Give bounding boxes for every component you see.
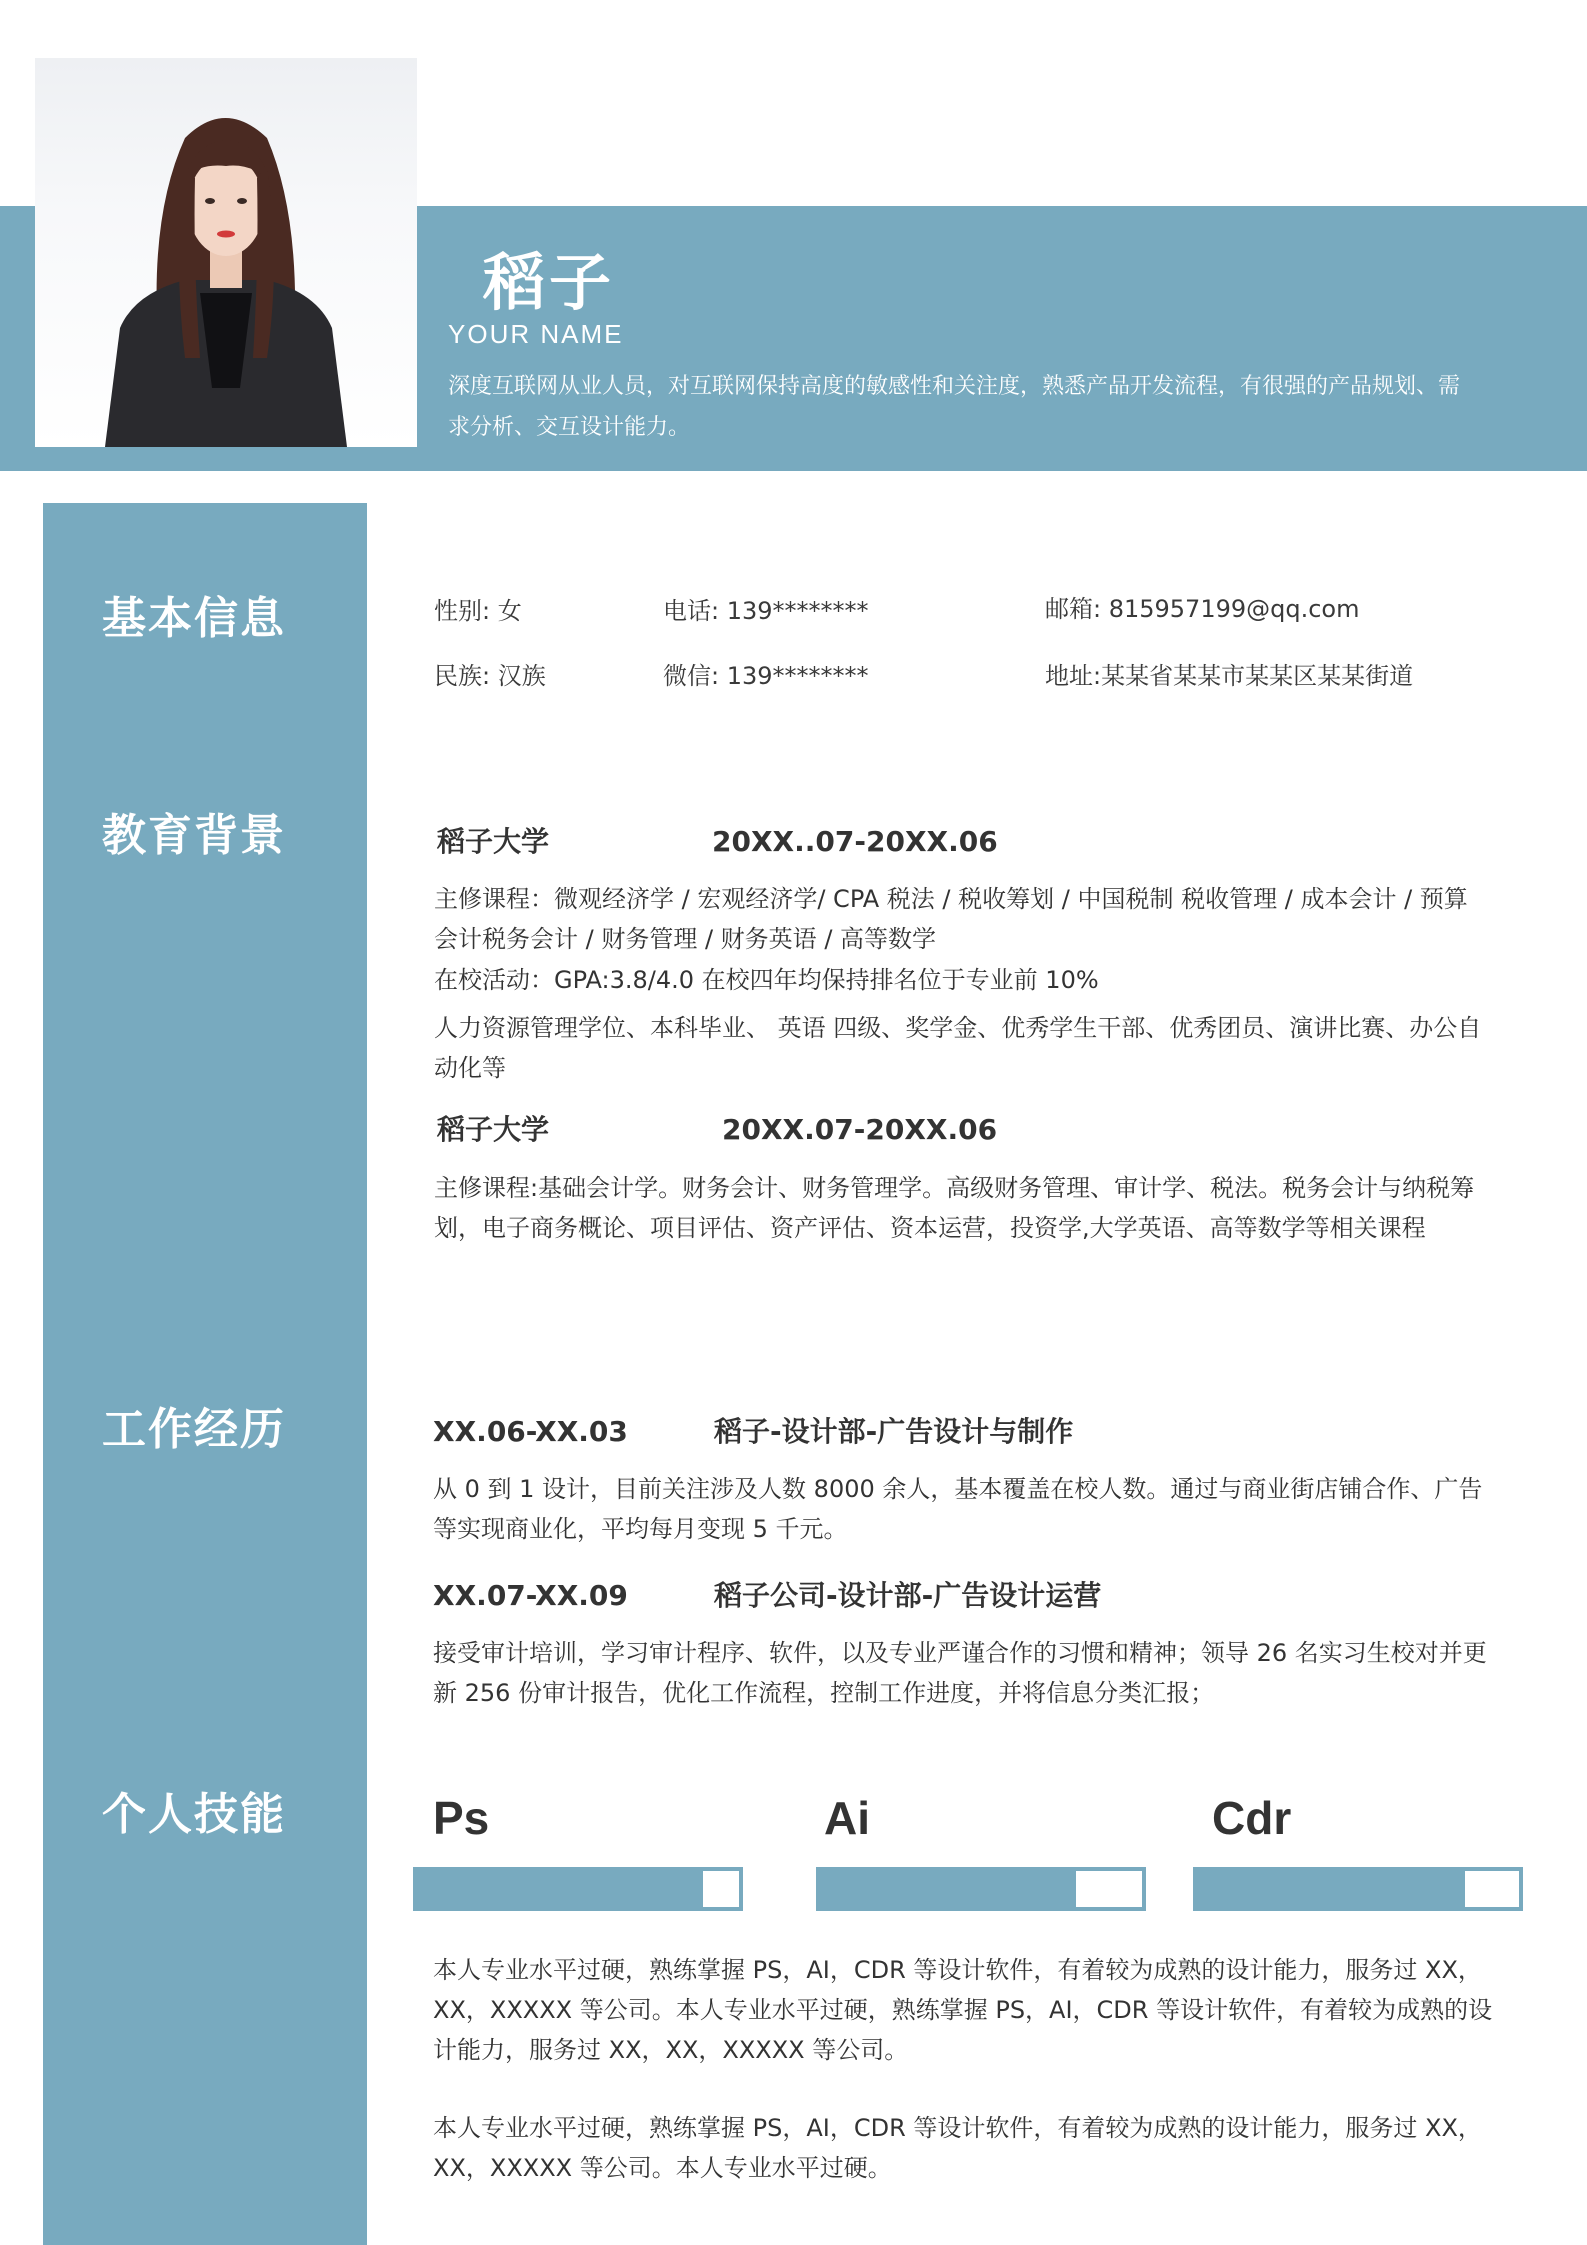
work-desc-2: 接受审计培训，学习审计程序、软件，以及专业严谨合作的习惯和精神；领导 26 名实习生校对并更新 256 份审计报告，优化工作流程，控制工作进度，并将信息分类汇报； — [433, 1639, 1487, 1707]
skill-bar-remaining — [703, 1871, 739, 1907]
work-desc-1: 从 0 到 1 设计，目前关注涉及人数 8000 余人，基本覆盖在校人数。通过与商业街店铺合作、广告等实现商业化，平均每月变现 5 千元。 — [433, 1475, 1483, 1543]
skill-name-ps: Ps — [433, 1792, 490, 1844]
info-ethnicity: 民族: 汉族 — [434, 662, 546, 690]
edu-period-2: 20XX.07-20XX.06 — [722, 1113, 998, 1146]
name-title: 稻子 — [483, 246, 616, 319]
edu-courses-2: 主修课程:基础会计学。财务会计、财务管理学。高级财务管理、审计学、税法。税务会计与纳税筹划，电子商务概论、项目评估、资产评估、资本运营，投资学,大学英语、高等数学等相关课程 — [434, 1174, 1475, 1242]
name-english: YOUR NAME — [448, 319, 624, 349]
skill-bar-ps — [413, 1867, 743, 1911]
work-period-1: XX.06-XX.03 — [433, 1415, 628, 1448]
profile-photo — [35, 58, 417, 447]
work-period-2: XX.07-XX.09 — [433, 1579, 628, 1612]
person-portrait-icon — [35, 58, 417, 447]
edu-activities-1: 在校活动：GPA:3.8/4.0 在校四年均保持排名位于专业前 10% — [434, 966, 1099, 994]
skill-bar-remaining — [1465, 1871, 1519, 1907]
skill-bar-cdr — [1193, 1867, 1523, 1911]
info-address: 地址:某某省某某市某某区某某街道 — [1045, 662, 1414, 690]
edu-school-1: 稻子大学 — [437, 825, 550, 858]
section-title-basic-info: 基本信息 — [102, 593, 286, 644]
work-title-2: 稻子公司-设计部-广告设计运营 — [714, 1579, 1102, 1612]
section-title-skills: 个人技能 — [102, 1789, 286, 1840]
info-wechat: 微信: 139******** — [663, 662, 869, 690]
info-email: 邮箱: 815957199@qq.com — [1045, 595, 1360, 623]
skill-name-cdr: Cdr — [1212, 1792, 1292, 1844]
skill-bar-ai — [816, 1867, 1146, 1911]
work-title-1: 稻子-设计部-广告设计与制作 — [714, 1415, 1074, 1448]
profile-summary: 深度互联网从业人员，对互联网保持高度的敏感性和关注度，熟悉产品开发流程，有很强的产品规划、需求分析、交互设计能力。 — [448, 374, 1461, 440]
edu-period-1: 20XX..07-20XX.06 — [712, 825, 998, 858]
skills-desc-2: 本人专业水平过硬，熟练掌握 PS，AI，CDR 等设计软件，有着较为成熟的设计能力，服务过 XX，XX，XXXXX 等公司。本人专业水平过硬。 — [433, 2114, 1482, 2182]
info-gender: 性别: 女 — [434, 597, 522, 625]
edu-school-2: 稻子大学 — [437, 1113, 550, 1146]
skill-name-ai: Ai — [824, 1792, 870, 1844]
section-title-work: 工作经历 — [102, 1404, 286, 1455]
skill-bar-remaining — [1076, 1871, 1142, 1907]
section-sidebar — [43, 503, 367, 2245]
edu-honors-1: 人力资源管理学位、本科毕业、 英语 四级、奖学金、优秀学生干部、优秀团员、演讲比赛、办公自动化等 — [434, 1014, 1482, 1082]
edu-courses-1: 主修课程：微观经济学 / 宏观经济学/ CPA 税法 / 税收筹划 / 中国税制 税收管理 / 成本会计 / 预算会计税务会计 / 财务管理 / 财务英语 / 高等数学 — [434, 885, 1468, 953]
skills-desc-1: 本人专业水平过硬，熟练掌握 PS，AI，CDR 等设计软件，有着较为成熟的设计能力，服务过 XX，XX，XXXXX 等公司。本人专业水平过硬，熟练掌握 PS，AI，CDR 等设计软件，有着较为成熟的设计能力，服务过 XX，XX，XXXXX 等公司。 — [433, 1956, 1493, 2064]
info-phone: 电话: 139******** — [663, 597, 869, 625]
section-title-education: 教育背景 — [102, 810, 286, 861]
